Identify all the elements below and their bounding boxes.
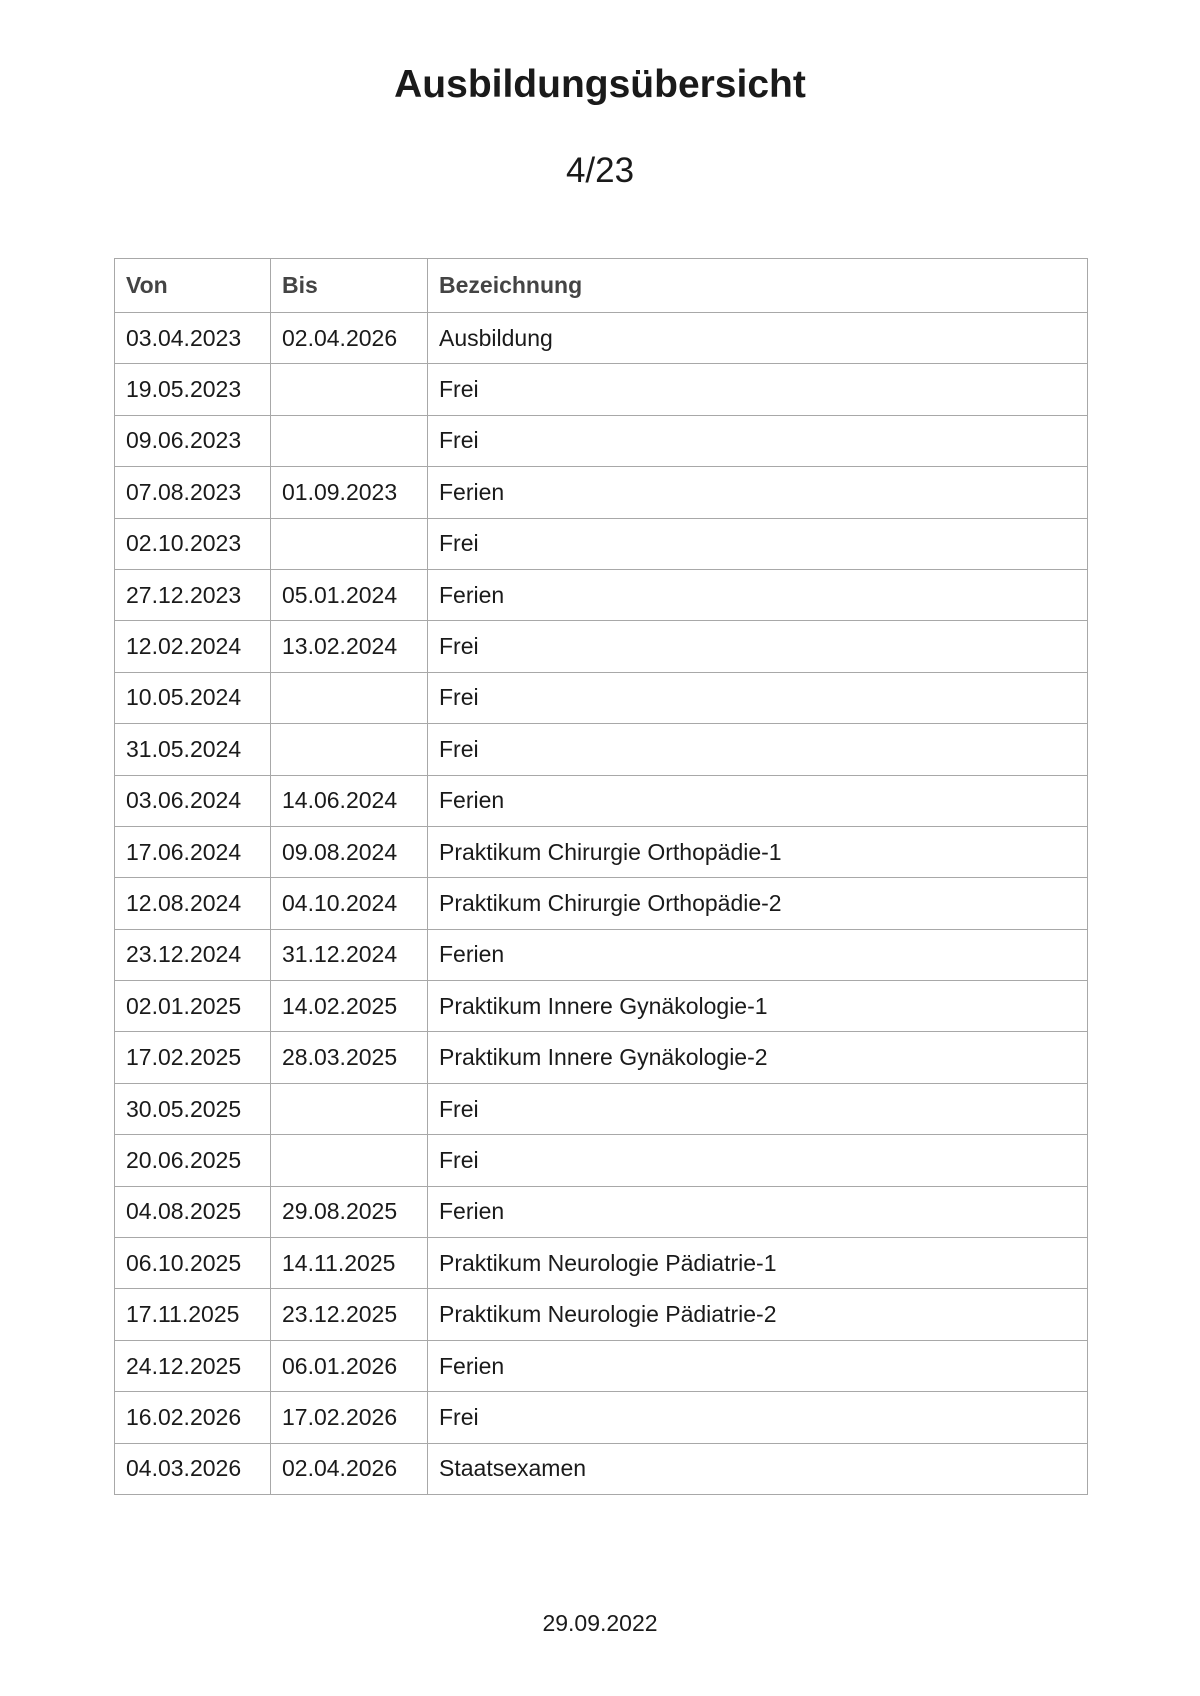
- table-row: [115, 1289, 1088, 1340]
- cell-bezeichnung: Ausbildung: [428, 313, 1088, 364]
- cell-bezeichnung: Frei: [428, 724, 1088, 775]
- cell-bezeichnung: Frei: [428, 1135, 1088, 1186]
- cell-bis: 06.01.2026: [271, 1340, 428, 1391]
- cell-bezeichnung: Staatsexamen: [428, 1443, 1088, 1494]
- cell-bis: 01.09.2023: [271, 467, 428, 518]
- table-row: [115, 518, 1088, 569]
- cell-bezeichnung: Praktikum Neurologie Pädiatrie-2: [428, 1289, 1088, 1340]
- table-row: [115, 313, 1088, 364]
- table-row: [115, 724, 1088, 775]
- cell-bis: 02.04.2026: [271, 313, 428, 364]
- table-row: [115, 672, 1088, 723]
- cell-von: 04.03.2026: [115, 1443, 271, 1494]
- cell-bezeichnung: Frei: [428, 1392, 1088, 1443]
- table-row: [115, 1032, 1088, 1083]
- cell-bis: 17.02.2026: [271, 1392, 428, 1443]
- cell-bis: 29.08.2025: [271, 1186, 428, 1237]
- cell-von: 12.02.2024: [115, 621, 271, 672]
- table-row: [115, 826, 1088, 877]
- cell-von: 16.02.2026: [115, 1392, 271, 1443]
- cell-von: 06.10.2025: [115, 1238, 271, 1289]
- cell-bezeichnung: Praktikum Neurologie Pädiatrie-1: [428, 1238, 1088, 1289]
- cell-bezeichnung: Praktikum Chirurgie Orthopädie-2: [428, 878, 1088, 929]
- table-row: [115, 775, 1088, 826]
- cell-bis: [271, 1083, 428, 1134]
- cell-bezeichnung: Ferien: [428, 1186, 1088, 1237]
- cell-bis: [271, 1135, 428, 1186]
- cell-bis: [271, 518, 428, 569]
- cell-von: 07.08.2023: [115, 467, 271, 518]
- cell-bis: 14.11.2025: [271, 1238, 428, 1289]
- table-row: [115, 621, 1088, 672]
- cell-bis: 14.06.2024: [271, 775, 428, 826]
- cell-bezeichnung: Frei: [428, 518, 1088, 569]
- cell-von: 17.06.2024: [115, 826, 271, 877]
- cell-von: 31.05.2024: [115, 724, 271, 775]
- cell-bis: 14.02.2025: [271, 981, 428, 1032]
- table-row: [115, 1083, 1088, 1134]
- cell-bezeichnung: Ferien: [428, 929, 1088, 980]
- column-header-bezeichnung: Bezeichnung: [428, 259, 1088, 313]
- cell-von: 17.02.2025: [115, 1032, 271, 1083]
- cell-bis: [271, 724, 428, 775]
- cell-bis: [271, 415, 428, 466]
- page-indicator: 4/23: [565, 151, 635, 190]
- table-row: [115, 929, 1088, 980]
- column-header-bis: Bis: [271, 259, 428, 313]
- cell-von: 23.12.2024: [115, 929, 271, 980]
- cell-bezeichnung: Praktikum Chirurgie Orthopädie-1: [428, 826, 1088, 877]
- cell-von: 30.05.2025: [115, 1083, 271, 1134]
- table-body: [115, 313, 1088, 1495]
- cell-bezeichnung: Praktikum Innere Gynäkologie-1: [428, 981, 1088, 1032]
- footer-date: 29.09.2022: [542, 1610, 658, 1636]
- table-row: [115, 878, 1088, 929]
- table-row: [115, 569, 1088, 620]
- cell-bezeichnung: Frei: [428, 364, 1088, 415]
- cell-bis: 31.12.2024: [271, 929, 428, 980]
- cell-von: 19.05.2023: [115, 364, 271, 415]
- table-row: [115, 1135, 1088, 1186]
- cell-von: 10.05.2024: [115, 672, 271, 723]
- cell-bezeichnung: Frei: [428, 415, 1088, 466]
- training-schedule-table: [114, 258, 1088, 1495]
- cell-bis: [271, 364, 428, 415]
- cell-bis: 04.10.2024: [271, 878, 428, 929]
- cell-von: 02.10.2023: [115, 518, 271, 569]
- cell-von: 03.06.2024: [115, 775, 271, 826]
- cell-von: 20.06.2025: [115, 1135, 271, 1186]
- cell-bis: 13.02.2024: [271, 621, 428, 672]
- table-row: [115, 981, 1088, 1032]
- table-header-row: [115, 259, 1088, 313]
- cell-bezeichnung: Ferien: [428, 467, 1088, 518]
- cell-bezeichnung: Frei: [428, 672, 1088, 723]
- table-row: [115, 467, 1088, 518]
- cell-bezeichnung: Ferien: [428, 1340, 1088, 1391]
- cell-von: 04.08.2025: [115, 1186, 271, 1237]
- cell-von: 02.01.2025: [115, 981, 271, 1032]
- table-row: [115, 1392, 1088, 1443]
- cell-von: 24.12.2025: [115, 1340, 271, 1391]
- cell-von: 09.06.2023: [115, 415, 271, 466]
- cell-bezeichnung: Frei: [428, 1083, 1088, 1134]
- cell-bezeichnung: Frei: [428, 621, 1088, 672]
- cell-bezeichnung: Ferien: [428, 569, 1088, 620]
- cell-bis: 05.01.2024: [271, 569, 428, 620]
- cell-bis: 02.04.2026: [271, 1443, 428, 1494]
- table-row: [115, 415, 1088, 466]
- column-header-von: Von: [115, 259, 271, 313]
- cell-bis: 28.03.2025: [271, 1032, 428, 1083]
- cell-bis: [271, 672, 428, 723]
- cell-von: 03.04.2023: [115, 313, 271, 364]
- page-title: Ausbildungsübersicht: [394, 63, 806, 106]
- table-row: [115, 1238, 1088, 1289]
- cell-bis: 09.08.2024: [271, 826, 428, 877]
- cell-von: 12.08.2024: [115, 878, 271, 929]
- cell-von: 27.12.2023: [115, 569, 271, 620]
- table-row: [115, 1443, 1088, 1494]
- table-row: [115, 1340, 1088, 1391]
- cell-bezeichnung: Praktikum Innere Gynäkologie-2: [428, 1032, 1088, 1083]
- cell-von: 17.11.2025: [115, 1289, 271, 1340]
- table-row: [115, 364, 1088, 415]
- cell-bezeichnung: Ferien: [428, 775, 1088, 826]
- cell-bis: 23.12.2025: [271, 1289, 428, 1340]
- table-row: [115, 1186, 1088, 1237]
